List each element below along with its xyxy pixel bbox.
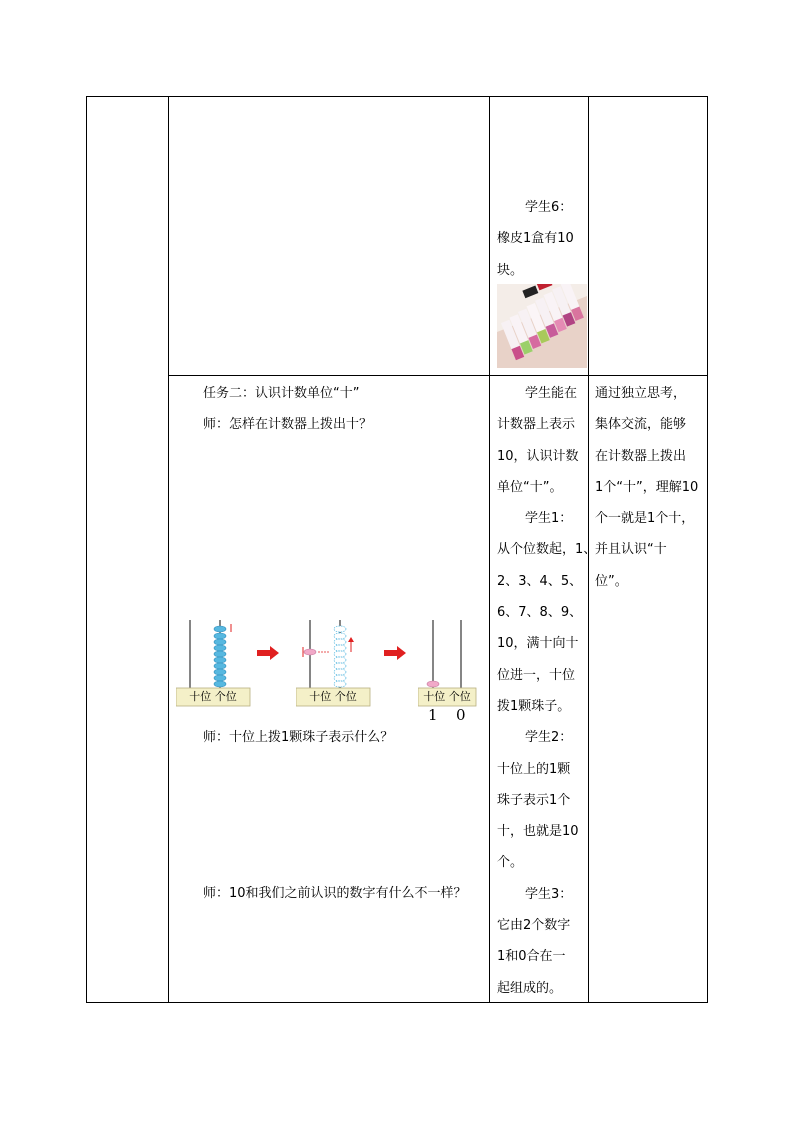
col-divider-2: [489, 97, 490, 1002]
response-line: 2、3、4、5、: [497, 573, 583, 589]
teacher-question-2: 师：十位上拨1颗珠子表示什么？: [203, 730, 394, 745]
teacher-question-3: 师：10和我们之前认识的数字有什么不一样？: [203, 886, 467, 901]
result-digit-tens: 1: [428, 706, 438, 724]
response-line: 它由2个数字: [497, 918, 571, 934]
note-line: 橡皮1盒有10: [497, 231, 574, 247]
response-line: 学生3：: [525, 886, 573, 902]
col-divider-1: [168, 97, 169, 1002]
response-line: 6、7、8、9、: [497, 605, 583, 621]
arrow-right-icon: [257, 645, 281, 664]
response-line: 位进一，十位: [497, 667, 576, 683]
intent-line: 位”。: [595, 573, 628, 589]
row2-student-responses: [497, 378, 596, 1004]
response-line: 从个位数起，1、: [497, 542, 597, 558]
intent-line: 并且认识“十: [595, 542, 667, 558]
response-line: 个。: [497, 855, 524, 871]
intent-line: 在计数器上拨出: [595, 448, 687, 464]
abacus-step-1: [176, 618, 256, 712]
abacus-step-3: [418, 618, 482, 712]
abacus-step-2: [296, 618, 376, 712]
response-line: 珠子表示1个: [497, 792, 571, 808]
row2-design-intent: [595, 378, 698, 597]
intent-line: 通过独立思考，: [595, 386, 687, 401]
abacus-label: 十位 个位: [189, 690, 237, 703]
response-line: 十，也就是10: [497, 824, 579, 840]
arrow-right-icon: [384, 645, 408, 664]
result-digit-ones: 0: [456, 706, 466, 724]
abacus-label: 十位 个位: [309, 690, 357, 703]
response-line: 10，满十向十: [497, 636, 579, 652]
response-line: 十位上的1颗: [497, 761, 571, 777]
intent-line: 1个“十”，理解10: [595, 479, 699, 495]
intent-line: 个一就是1个十，: [595, 511, 695, 527]
response-line: 学生1：: [525, 511, 573, 527]
task-heading: 任务二：认识计数单位“十”: [203, 386, 360, 401]
response-line: 学生能在: [525, 386, 578, 401]
response-line: 单位“十”。: [497, 479, 563, 495]
response-line: 拨1颗珠子。: [497, 698, 571, 714]
teacher-question-1: 师：怎样在计数器上拨出十？: [203, 417, 373, 432]
response-line: 1和0合在一: [497, 949, 566, 965]
response-line: 起组成的。: [497, 980, 563, 996]
abacus-label: 十位 个位: [423, 690, 471, 703]
response-line: 学生2：: [525, 730, 573, 746]
row-divider: [168, 375, 707, 376]
eraser-box-photo: [497, 284, 587, 368]
note-line: 块。: [497, 262, 524, 278]
note-line: 学生6：: [525, 200, 573, 215]
row1-student-notes: [497, 192, 574, 286]
response-line: 计数器上表示: [497, 417, 576, 433]
intent-line: 集体交流，能够: [595, 417, 687, 433]
response-line: 10，认识计数: [497, 448, 579, 464]
